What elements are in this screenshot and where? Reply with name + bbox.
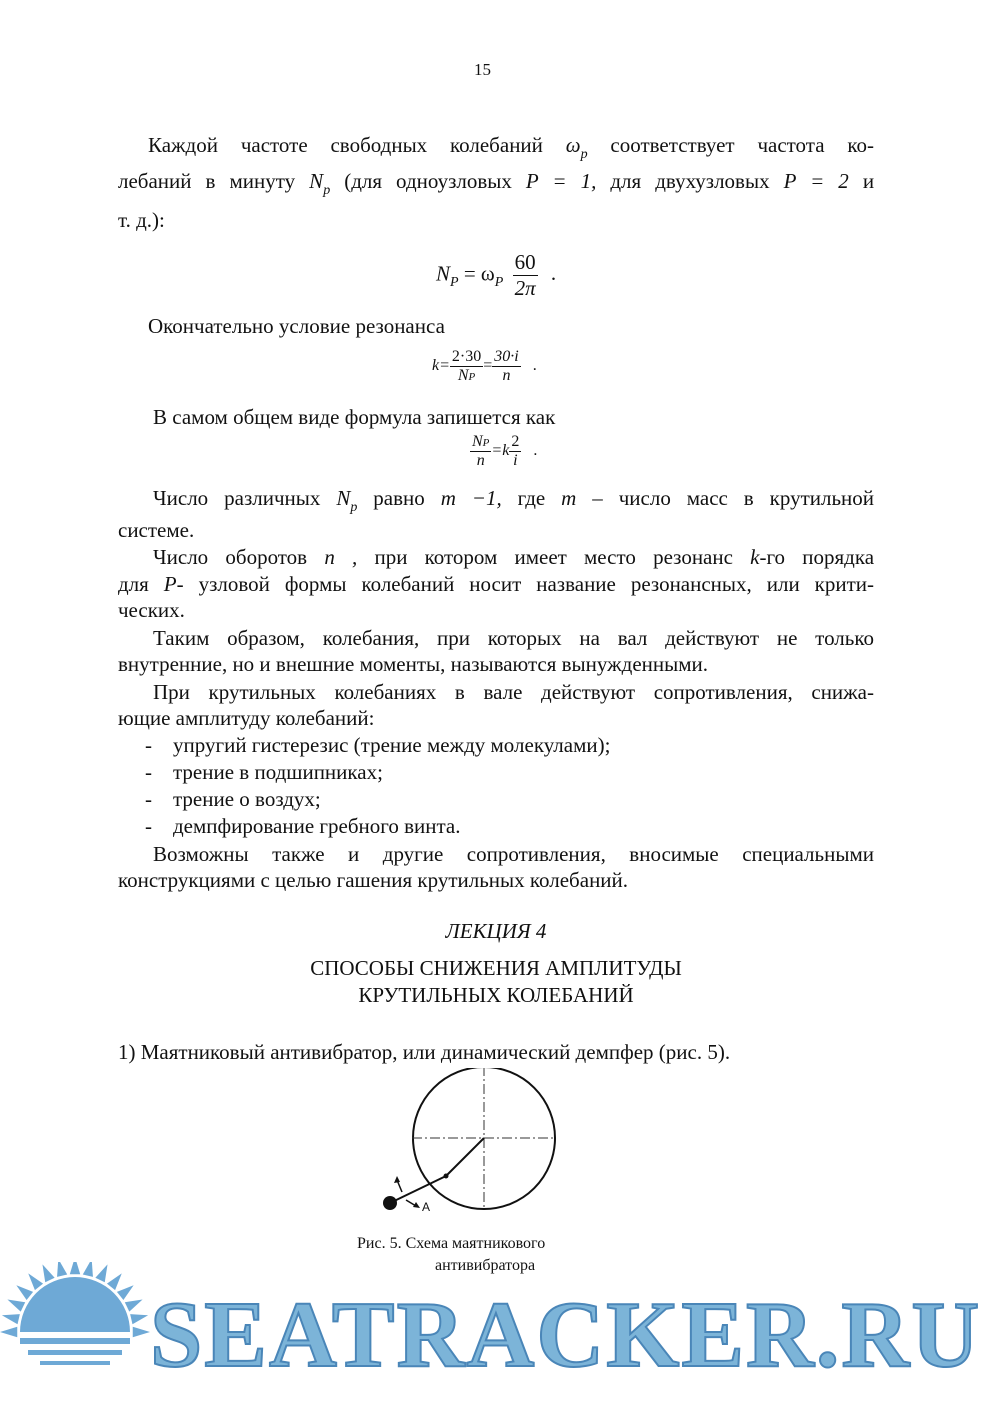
list-item-text: упругий гистерезис (трение между молекулами); <box>173 733 611 757</box>
formula-np <box>436 250 556 301</box>
list-item: - трение в подшипниках; <box>145 760 383 784</box>
period: . <box>533 442 538 460</box>
text: где <box>517 486 546 510</box>
fraction <box>492 348 520 385</box>
denominator: n <box>476 452 485 469</box>
denominator: N <box>457 367 469 384</box>
period: . <box>550 261 557 286</box>
symbol-m: m – <box>561 486 603 510</box>
paragraph-line: Возможны также и другие сопротивления, вносимые специальными <box>153 842 874 866</box>
numerator: 60 <box>514 250 536 274</box>
symbol-k: k <box>750 545 760 569</box>
symbol-omega: ω <box>565 133 581 157</box>
symbol-P2: P = 2 <box>783 169 849 193</box>
paragraph-forced <box>153 625 874 652</box>
text: и <box>862 169 875 193</box>
sun-ray <box>2 1314 20 1324</box>
paragraph-line: При крутильных колебаниях в вале действуют сопротивления, снижа- <box>153 680 874 704</box>
numerator: 2 <box>511 433 520 450</box>
list-item-text: трение о воздух; <box>173 787 321 811</box>
text: равно <box>373 486 425 510</box>
list-item: - упругий гистерезис (трение между молекулами); <box>145 733 611 757</box>
label-a: A <box>422 1200 431 1214</box>
symbol: k= <box>432 357 450 375</box>
period: . <box>532 357 537 375</box>
sun-ray <box>16 1285 33 1300</box>
text: лебаний в минуту <box>118 169 296 193</box>
numerator: 30·i <box>494 348 519 365</box>
operator: = ω <box>463 261 495 286</box>
sun-ray <box>83 1262 93 1277</box>
list-item: - демпфирование гребного винта. <box>145 814 461 838</box>
fraction <box>450 348 483 385</box>
paragraph-count-line2: системе. <box>118 518 195 542</box>
subscript: p <box>323 183 331 198</box>
denominator: i <box>513 452 518 469</box>
section-title-line1: СПОСОБЫ СНИЖЕНИЯ АМПЛИТУДЫ <box>310 956 682 980</box>
list-item-text: трение в подшипниках; <box>173 760 383 784</box>
text: для двухузловых <box>610 169 770 193</box>
text: соответствует частота ко- <box>610 133 874 157</box>
paragraph-resist <box>153 679 874 706</box>
subscript: p <box>580 147 588 162</box>
text: для <box>118 572 149 596</box>
resonance-intro: Окончательно условие резонанса <box>148 314 445 338</box>
pendulum-mass <box>383 1196 397 1210</box>
watermark-text: SEATRACKER.RU <box>150 1283 982 1387</box>
general-intro: В самом общем виде формула запишется как <box>153 405 556 429</box>
formula-k <box>432 348 537 385</box>
paragraph-other-line2: конструкциями с целью гашения крутильных колебаний. <box>118 868 629 892</box>
subscript: P <box>468 371 476 383</box>
text: -го порядка <box>759 545 875 569</box>
numerator: N <box>472 433 483 450</box>
subscript: P <box>494 275 504 291</box>
item-pendulum-antivibrator: 1) Маятниковый антивибратор, или динамический демпфер (рис. 5). <box>118 1040 731 1064</box>
text: Число оборотов <box>153 545 308 569</box>
sun-ray <box>70 1262 80 1274</box>
paragraph-count <box>153 485 874 515</box>
text: Каждой частоте свободных колебаний <box>148 133 543 157</box>
subscript: P <box>482 437 490 449</box>
fraction <box>470 433 491 470</box>
sun-ray <box>7 1299 25 1311</box>
paragraph-frequency-line3: т. д.): <box>118 208 165 232</box>
numerator: 2·30 <box>451 348 482 365</box>
paragraph-other <box>153 841 874 868</box>
paragraph-line: Таким образом, колебания, при которых на вал действуют не только <box>153 626 874 650</box>
paragraph-resist-line2: ющие амплитуду колебаний: <box>118 706 375 730</box>
paragraph-frequency <box>148 132 874 162</box>
lecture-label: ЛЕКЦИЯ 4 <box>445 919 547 943</box>
symbol-N: N <box>309 169 324 193</box>
fraction <box>509 433 521 470</box>
paragraph-turns-line3: ческих. <box>118 598 185 622</box>
text: (для одноузловых <box>344 169 512 193</box>
paragraph-forced-line2: внутренние, но и внешние моменты, называются вынужденными. <box>118 652 708 676</box>
horizon-line <box>28 1350 122 1355</box>
figure-caption-line1: Рис. 5. Схема маятникового <box>357 1235 546 1252</box>
symbol-m: m −1, <box>440 486 502 510</box>
list-item: - трение о воздух; <box>145 787 321 811</box>
operator: =k <box>491 442 510 460</box>
arrow-head <box>394 1176 400 1183</box>
figure-caption-line2: антивибратора <box>435 1257 536 1274</box>
sun-ray <box>57 1262 67 1277</box>
page-number: 15 <box>474 60 491 79</box>
sun-logo-icon <box>0 1262 150 1392</box>
sun-ray <box>42 1264 54 1282</box>
sun-ray <box>117 1285 134 1300</box>
pendulum-diagram <box>370 1068 570 1218</box>
crank-arm <box>446 1138 484 1176</box>
sun-ray <box>28 1273 43 1290</box>
sun-ray <box>95 1264 107 1282</box>
subscript: p <box>350 500 358 515</box>
text: при котором имеет место резонанс <box>374 545 733 569</box>
list-item-text: демпфирование гребного винта. <box>173 814 461 838</box>
section-title-line2: КРУТИЛЬНЫХ КОЛЕБАНИЙ <box>358 983 634 1007</box>
sun-ray <box>0 1327 17 1337</box>
symbol: N <box>436 261 451 286</box>
text: - узловой формы колебаний носит название резонансных, или крити- <box>176 572 875 596</box>
symbol-N: N <box>336 486 351 510</box>
resistance-list <box>145 733 611 841</box>
horizon-line <box>20 1338 130 1344</box>
subscript: P <box>450 275 459 291</box>
sun-ray <box>130 1314 148 1324</box>
text: Число различных <box>153 486 321 510</box>
paragraph-turns-line2 <box>118 571 874 598</box>
sun-ray <box>107 1273 122 1290</box>
paragraph-frequency-line2 <box>118 168 874 198</box>
denominator: n <box>502 367 511 384</box>
symbol-P1: P = 1, <box>525 169 597 193</box>
sun-ray <box>133 1327 150 1337</box>
paragraph-line <box>148 132 874 162</box>
paragraph-turns <box>153 544 874 571</box>
symbol-P: P <box>163 572 177 596</box>
horizon-line <box>40 1361 110 1365</box>
text: число масс в крутильной <box>618 486 875 510</box>
symbol-n: n , <box>324 545 358 569</box>
operator: = <box>483 357 493 375</box>
denominator: 2π <box>514 276 536 300</box>
sun-ray <box>125 1299 143 1311</box>
fraction <box>513 250 538 301</box>
formula-ratio <box>470 433 537 470</box>
